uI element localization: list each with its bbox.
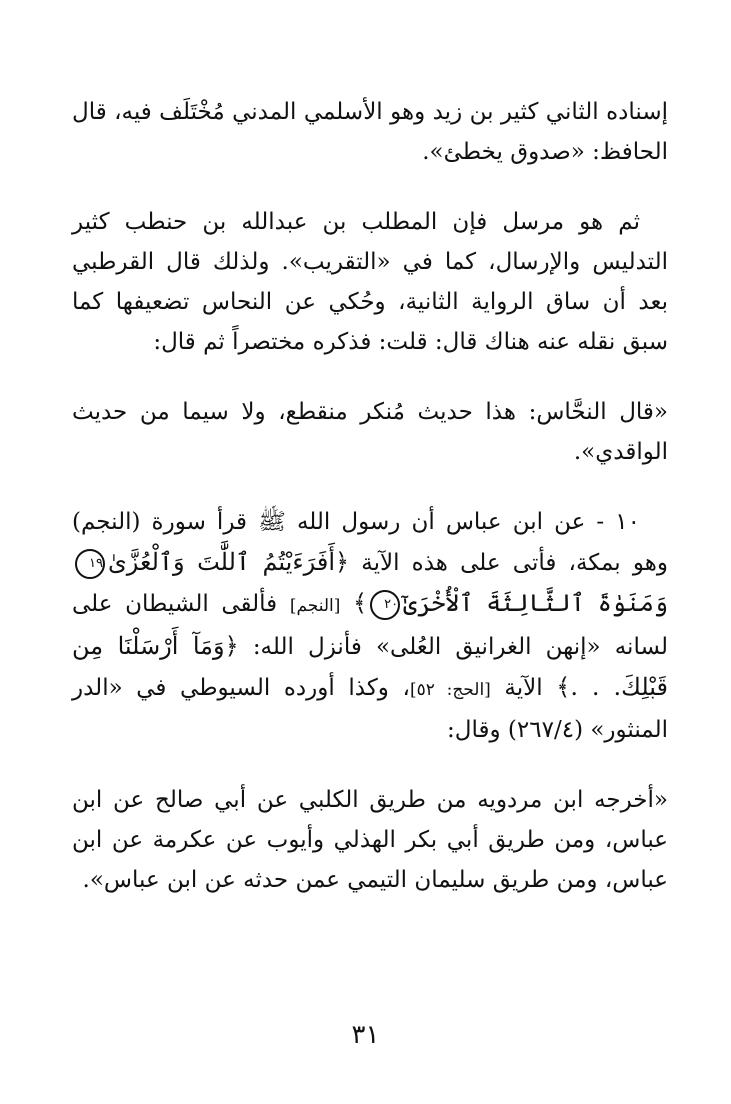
quran-close-bracket: ﴾ — [353, 589, 368, 617]
hadith-end: ، وكذا أورده السيوطي في «الدر المنثور» (٢٦٧/٤) وقال: — [72, 675, 668, 743]
page-number: ٣١ — [351, 1020, 380, 1050]
paragraph-1: إسناده الثاني كثير بن زيد وهو الأسلمي المدني مُخْتَلَف فيه، قال الحافظ: «صدوق يخطئ». — [72, 99, 668, 165]
hadith-intro: ١٠ - عن ابن عباس أن رسول الله ﷺ قرأ سورة (النجم) وهو بمكة، فأتى على هذه الآية — [72, 509, 669, 576]
quran-verse-1: ﴿أَفَرَءَيْتُمُ ٱللَّٰتَ وَٱلْعُزَّىٰ — [108, 548, 350, 576]
surah-reference-najm: [النجم] — [289, 596, 341, 616]
quran-verse-2: وَمَنَوٰةَ ٱلثَّالِثَةَ ٱلْأُخْرَىٰٓ — [403, 589, 669, 617]
ayah-number-19: ١٩ — [75, 549, 105, 579]
hadith-middle: فألقى الشيطان على لسانه «إنهن الغرانيق العُلى» فأنزل الله: — [72, 591, 668, 660]
ayah-number-20: ٢٠ — [370, 590, 400, 620]
surah-reference-hajj: [الحج: ٥٢] — [409, 680, 491, 700]
paragraph-2: ثم هو مرسل فإن المطلب بن عبدالله بن حنطب كثير التدليس والإرسال، كما في «التقريب». ولذلك قال القرطبي بعد أن ساق الرواية الثانية، وحُكي عن النحاس تضعيفها كما سبق نقله عنه هناك قال: قلت: فذكره مختصراً ثم قال: — [72, 209, 668, 355]
ayah-label: الآية — [504, 675, 543, 701]
paragraph-4-hadith — [72, 502, 668, 750]
paragraph-3-quote: «قال النحَّاس: هذا حديث مُنكر منقطع، ولا سيما من حديث الواقدي». — [72, 399, 668, 465]
quran-verse-3: ﴿وَمَآ أَرْسَلْنَا مِن قَبْلِكَ. . .﴾ — [72, 632, 669, 701]
paragraph-5-quote: «أخرجه ابن مردويه من طريق الكلبي عن أبي صالح عن ابن عباس، ومن طريق أبي بكر الهذلي وأيوب عن عكرمة عن ابن عباس، ومن طريق سليمان التيمي عمن حدثه عن ابن عباس». — [72, 787, 668, 893]
page-body — [72, 92, 668, 900]
